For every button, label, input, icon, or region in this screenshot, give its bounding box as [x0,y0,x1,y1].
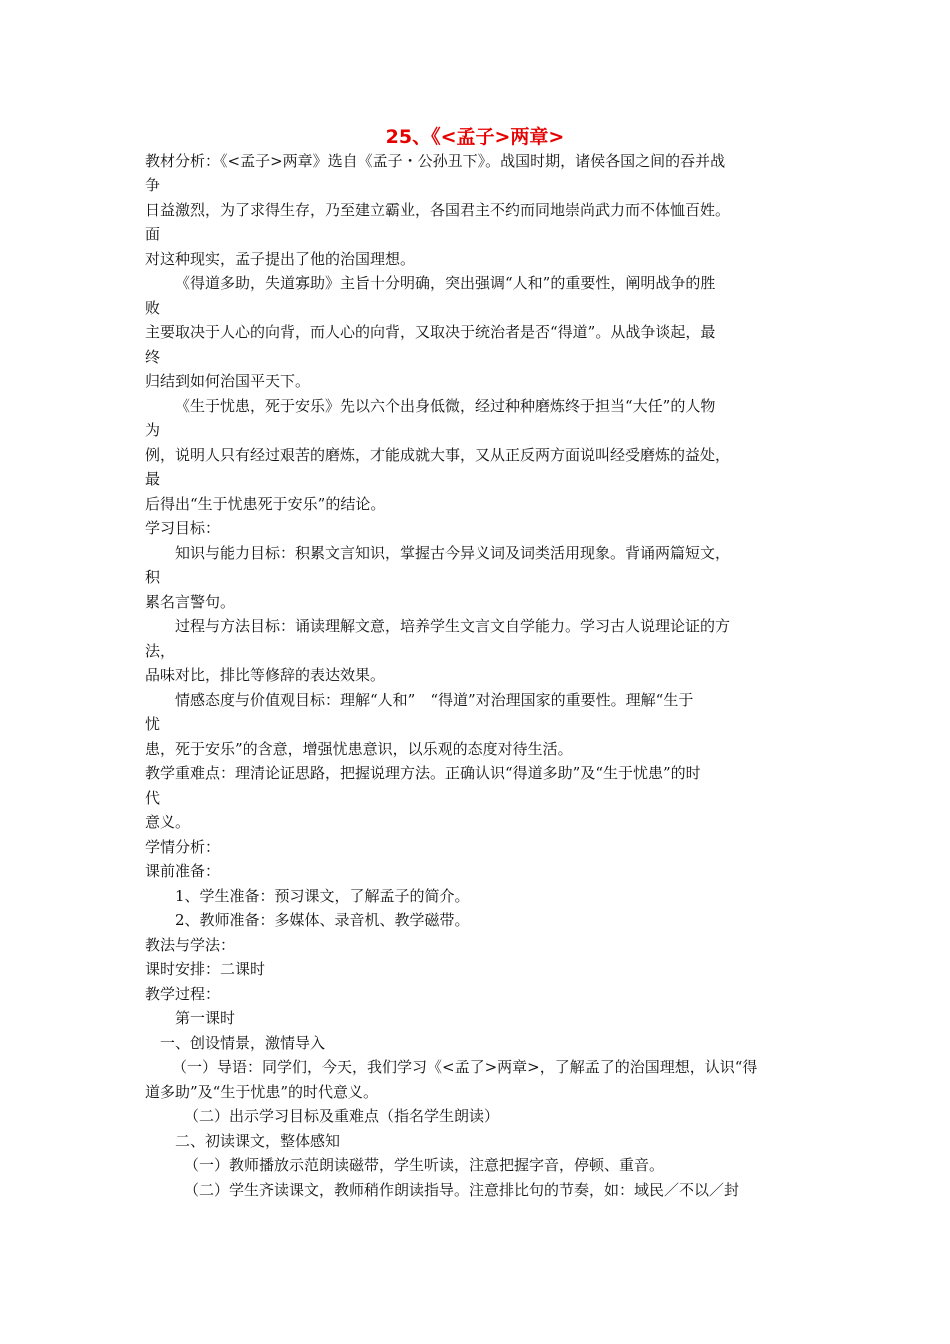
text-line: （一）导语：同学们，今天，我们学习《<孟了>两章>，了解孟了的治国理想，认识“得 [172,1058,758,1076]
text-line: 患，死于安乐”的含意，增强忧患意识，以乐观的态度对待生活。 [145,740,573,758]
text-line: 学情分析： [145,838,221,856]
text-line: 1、学生准备：预习课文，了解孟子的简介。 [175,887,470,905]
text-line: 2、教师准备：多媒体、录音机、教学磁带。 [175,911,470,929]
text-line: 争 [145,176,161,194]
text-line: 意义。 [145,813,191,831]
text-line: 对这种现实，孟子提出了他的治国理想。 [145,250,416,268]
text-line: 道多助”及“生于忧患”的时代意义。 [145,1083,379,1101]
text-line: 教材分析：《<孟子>两章》选自《孟子・公孙丑下》。战国时期，诸侯各国之间的吞并战 [145,152,726,170]
text-line: 《得道多助，失道寡助》主旨十分明确，突出强调“人和”的重要性，阐明战争的胜 [175,274,716,292]
text-line: 课时安排：二课时 [145,960,266,978]
text-line: 教法与学法： [145,936,236,954]
text-line: 情感态度与价值观目标：理解“人和” “得道”对治理国家的重要性。理解“生于 [175,691,694,709]
text-line: 知识与能力目标：积累文言知识，掌握古今异义词及词类活用现象。背诵两篇短文， [175,544,731,562]
text-line: 教学重难点：理清论证思路，把握说理方法。正确认识“得道多助”及“生于忧患”的时 [145,764,701,782]
text-line: 第一课时 [175,1009,236,1027]
text-line: 法， [145,642,176,660]
text-line: （二）学生齐读课文，教师稍作朗读指导。注意排比句的节奏，如：域民／不以／封 [184,1181,740,1199]
text-line: 品味对比，排比等修辞的表达效果。 [145,666,386,684]
text-line: （一）教师播放示范朗读磁带，学生听读，注意把握字音，停顿、重音。 [184,1156,665,1174]
text-line: 后得出“生于忧患死于安乐”的结论。 [145,495,386,513]
text-line: （二）出示学习目标及重难点（指名学生朗读） [184,1107,500,1125]
document-title: 25、《<孟子>两章> [385,126,565,148]
text-line: 一、创设情景，激情导入 [160,1034,326,1052]
text-line: 《生于忧患，死于安乐》先以六个出身低微，经过种种磨炼终于担当“大任”的人物 [175,397,716,415]
text-line: 代 [145,789,161,807]
text-line: 败 [145,299,161,317]
text-line: 最 [145,470,161,488]
text-line: 课前准备： [145,862,221,880]
text-line: 为 [145,421,161,439]
text-line: 日益激烈，为了求得生存，乃至建立霸业，各国君主不约而同地崇尚武力而不体恤百姓。 [145,201,731,219]
text-line: 过程与方法目标：诵读理解文意，培养学生文言文自学能力。学习古人说理论证的方 [175,617,731,635]
text-line: 归结到如何治国平天下。 [145,372,311,390]
text-line: 教学过程： [145,985,221,1003]
text-line: 主要取决于人心的向背，而人心的向背，又取决于统治者是否“得道”。从战争谈起，最 [145,323,716,341]
text-line: 积 [145,568,161,586]
text-line: 累名言警句。 [145,593,236,611]
text-line: 学习目标： [145,519,221,537]
text-line: 忧 [145,715,161,733]
text-line: 终 [145,348,161,366]
text-line: 例，说明人只有经过艰苦的磨炼，才能成就大事，又从正反两方面说叫经受磨炼的益处， [145,446,731,464]
text-line: 二、初读课文，整体感知 [175,1132,341,1150]
text-line: 面 [145,225,161,243]
